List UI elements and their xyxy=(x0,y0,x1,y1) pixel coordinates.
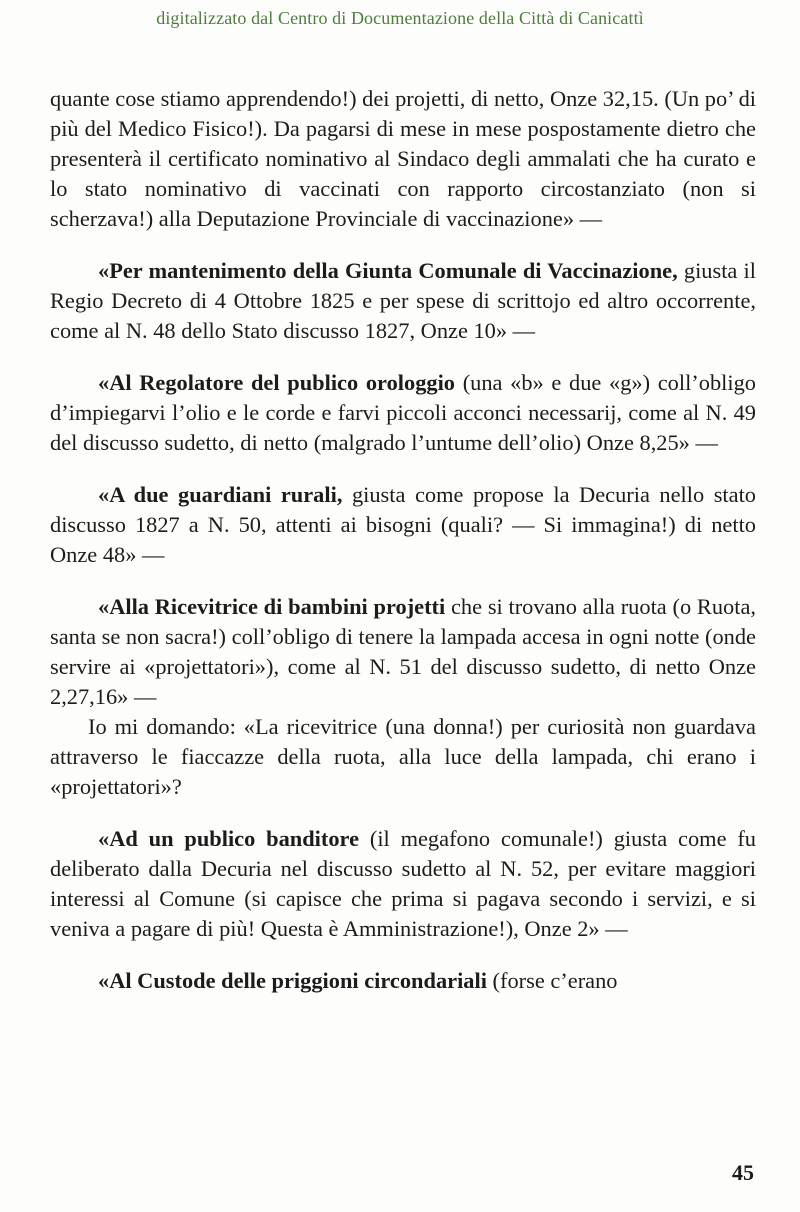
paragraph-text: (il megafono comunale!) giusta come fu deliberato dalla Decuria nel discusso sudetto al N. 52, per evitare maggiori interessi al Comune (si capisce che prima si pagava secondo i servizi, e si veniva a pagare di più! Questa è Amministrazione!), Onze 2» — xyxy=(50,826,756,941)
digitization-watermark: digitalizzato dal Centro di Documentazione della Città di Canicattì xyxy=(156,8,644,28)
paragraph-heading: «Al Custode delle priggioni circondariali xyxy=(98,968,487,993)
paragraph-6 xyxy=(50,712,756,802)
paragraph-7 xyxy=(50,824,756,944)
paragraph-3 xyxy=(50,368,756,458)
paragraph-text: quante cose stiamo apprendendo!) dei projetti, di netto, Onze 32,15. (Un po’ di più del Medico Fisico!). Da pagarsi di mese in mese pospostamente dietro che presenterà il certificato nominativo al Sindaco degli ammalati che ha curato e lo stato nominativo di vaccinati con rapporto circostanziato (non si scherzava!) alla Deputazione Provinciale di vaccinazione» — xyxy=(50,86,756,231)
paragraph-heading: «Ad un publico banditore xyxy=(98,826,360,851)
paragraph-heading: «A due guardiani rurali, xyxy=(98,482,343,507)
paragraph-heading: «Al Regolatore del publico orologgio xyxy=(98,370,456,395)
paragraph-heading: «Alla Ricevitrice di bambini projetti xyxy=(98,594,446,619)
paragraph-text: (una «b» e due «g») coll’obligo d’impiegarvi l’olio e le corde e farvi piccoli acconci necessarij, come al N. 49 del discusso sudetto, di netto (malgrado l’untume dell’olio) Onze 8,25» — xyxy=(50,370,756,455)
paragraph-text: (forse c’erano xyxy=(486,968,618,993)
page-number: 45 xyxy=(732,1160,754,1185)
paragraph-1 xyxy=(50,84,756,234)
body-text xyxy=(50,84,756,996)
paragraph-text: Io mi domando: «La ricevitrice (una donna!) per curiosità non guardava attraverso le fiaccazze della ruota, alla luce della lampada, chi erano i «projettatori»? xyxy=(50,714,756,799)
paragraph-text: giusta il Regio Decreto di 4 Ottobre 1825 e per spese di scrittojo ed altro occorrente, come al N. 48 dello Stato discusso 1827, Onze 10» — xyxy=(50,258,757,343)
paragraph-heading: «Per mantenimento della Giunta Comunale di Vaccinazione, xyxy=(98,258,678,283)
paragraph-8 xyxy=(50,966,756,996)
paragraph-2 xyxy=(50,256,756,346)
paragraph-text: che si trovano alla ruota (o Ruota, santa se non sacra!) coll’obligo di tenere la lampada accesa in ogni notte (onde servire ai «projettatori»), come al N. 51 del discusso sudetto, di netto Onze 2,27,16» — xyxy=(50,594,756,709)
paragraph-5 xyxy=(50,592,756,712)
paragraph-text: giusta come propose la Decuria nello stato discusso 1827 a N. 50, attenti ai bisogni (quali? — Si immagina!) di netto Onze 48» — xyxy=(50,482,756,567)
paragraph-4 xyxy=(50,480,756,570)
